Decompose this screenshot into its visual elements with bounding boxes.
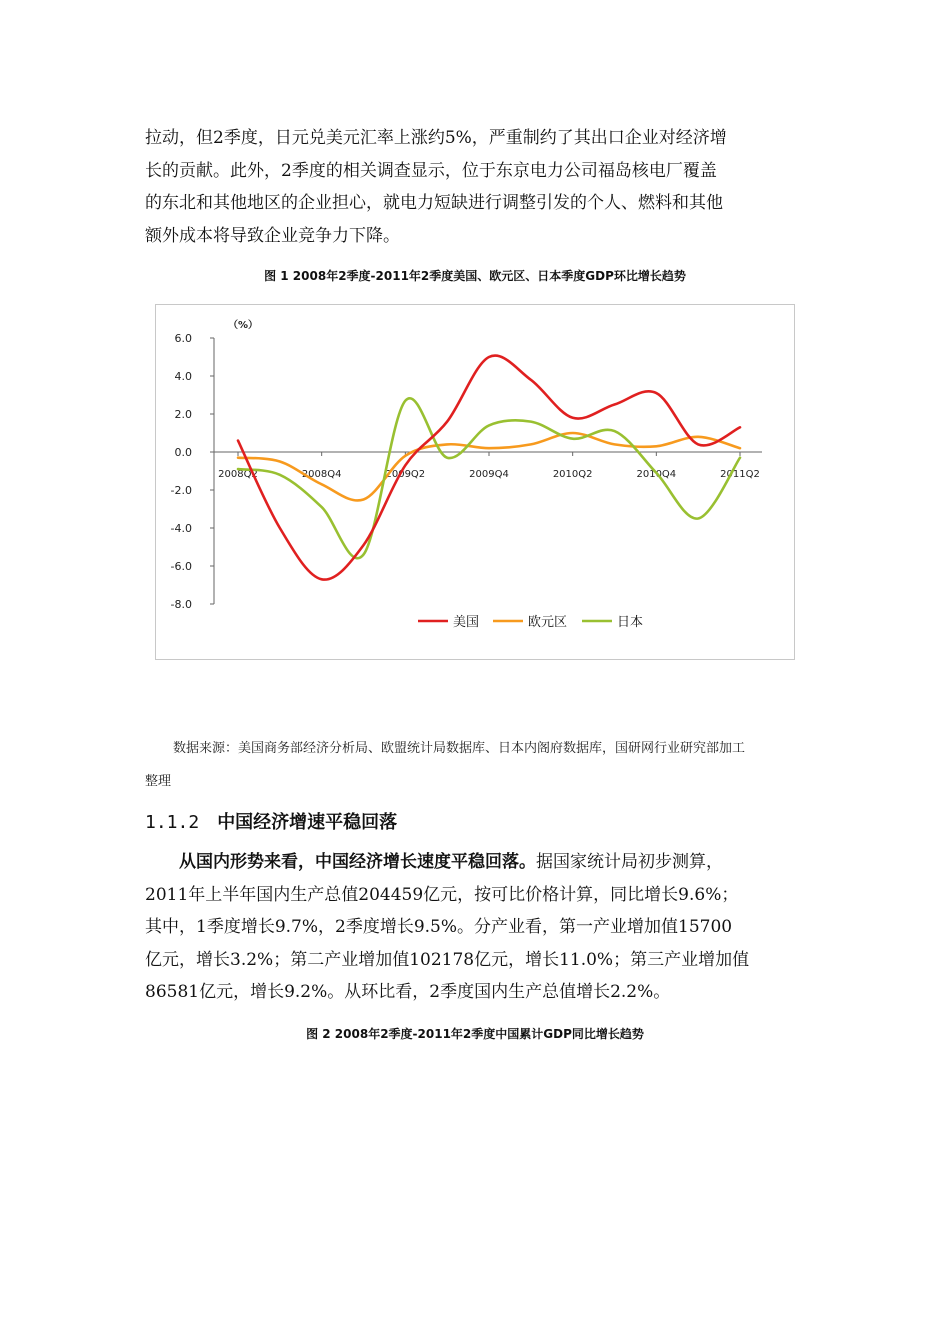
legend-label: 欧元区 bbox=[528, 615, 568, 630]
source-line: 数据来源：美国商务部经济分析局、欧盟统计局数据库、日本内阁府数据库，国研网行业研究部加工 bbox=[173, 741, 746, 756]
source-line: 整理 bbox=[145, 774, 172, 789]
paragraph-japan bbox=[145, 122, 810, 252]
series-line-2 bbox=[238, 433, 740, 500]
figure1-caption: 图 1 2008年2季度-2011年2季度美国、欧元区、日本季度GDP环比增长趋势 bbox=[264, 269, 686, 283]
section-number: 1.1.2 bbox=[145, 812, 200, 833]
section-title: 中国经济增速平稳回落 bbox=[217, 812, 398, 833]
series-line-1 bbox=[238, 356, 740, 580]
text-line bbox=[145, 846, 810, 879]
x-tick-label: 2008Q4 bbox=[301, 469, 342, 480]
text-line: 长的贡献。此外，2季度的相关调查显示，位于东京电力公司福岛核电厂覆盖 bbox=[145, 160, 717, 181]
bold-lead: 从国内形势来看，中国经济增长速度平稳回落。 bbox=[179, 852, 536, 872]
x-tick-label: 2010Q2 bbox=[552, 469, 593, 480]
gdp-line-chart bbox=[156, 305, 794, 659]
y-tick-label: -6.0 bbox=[170, 560, 192, 573]
y-tick-label: -2.0 bbox=[170, 484, 192, 497]
x-tick-label: 2009Q2 bbox=[385, 469, 426, 480]
x-tick-label: 2010Q4 bbox=[636, 469, 677, 480]
y-tick-label: 0.0 bbox=[174, 446, 192, 459]
section-heading bbox=[145, 808, 397, 834]
text-line: 2011年上半年国内生产总值204459亿元，按可比价格计算，同比增长9.6%； bbox=[145, 884, 739, 905]
figure1-chart bbox=[155, 304, 795, 660]
text-line: 额外成本将导致企业竞争力下降。 bbox=[145, 225, 400, 246]
text-line: 拉动，但2季度，日元兑美元汇率上涨约5%，严重制约了其出口企业对经济增 bbox=[145, 128, 727, 148]
x-tick-label: 2008Q2 bbox=[218, 469, 258, 480]
text-line: 的东北和其他地区的企业担心，就电力短缺进行调整引发的个人、燃料和其他 bbox=[145, 193, 723, 213]
y-tick-label: 4.0 bbox=[174, 370, 192, 383]
x-tick-label: 2011Q2 bbox=[720, 469, 760, 480]
text-span: 据国家统计局初步测算， bbox=[536, 852, 723, 872]
y-tick-label: 2.0 bbox=[174, 408, 192, 421]
y-tick-label: 6.0 bbox=[174, 332, 192, 345]
x-tick-label: 2009Q4 bbox=[469, 469, 509, 480]
y-tick-label: -4.0 bbox=[170, 522, 192, 535]
data-source bbox=[145, 732, 810, 798]
y-axis-label: （%） bbox=[228, 320, 259, 331]
text-line: 其中，1季度增长9.7%，2季度增长9.5%。分产业看，第一产业增加值15700 bbox=[145, 917, 733, 937]
figure2-caption: 图 2 2008年2季度-2011年2季度中国累计GDP同比增长趋势 bbox=[306, 1027, 644, 1041]
legend-label: 美国 bbox=[453, 615, 480, 630]
legend-label: 日本 bbox=[617, 615, 644, 630]
paragraph-china bbox=[145, 846, 810, 1009]
text-line: 亿元，增长3.2%；第二产业增加值102178亿元，增长11.0%；第三产业增加值 bbox=[145, 949, 750, 970]
y-tick-label: -8.0 bbox=[170, 598, 192, 611]
text-line: 86581亿元，增长9.2%。从环比看，2季度国内生产总值增长2.2%。 bbox=[145, 982, 671, 1002]
